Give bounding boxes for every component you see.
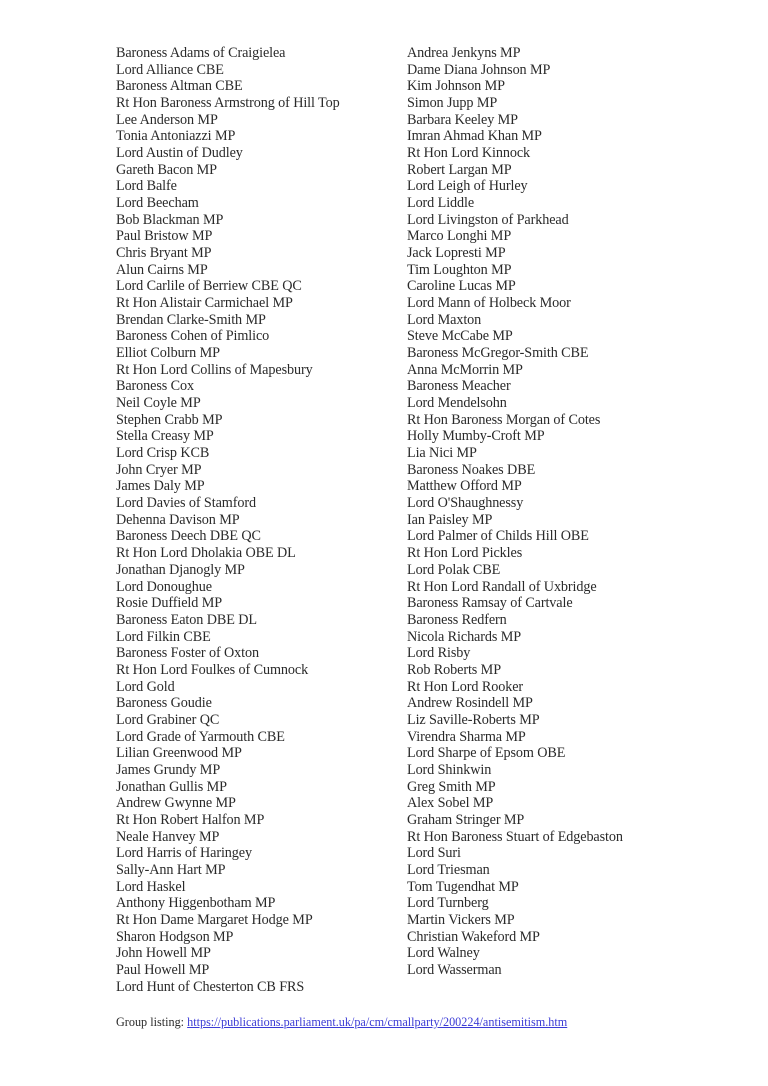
member-name: Alun Cairns MP xyxy=(116,261,208,278)
member-name: Rt Hon Lord Randall of Uxbridge xyxy=(407,578,597,595)
member-name: Greg Smith MP xyxy=(407,778,496,795)
member-name: Lord Livingston of Parkhead xyxy=(407,211,569,228)
member-name: Rt Hon Alistair Carmichael MP xyxy=(116,295,293,312)
member-name: Lord Gold xyxy=(116,678,175,695)
member-name: Alex Sobel MP xyxy=(407,795,494,812)
member-name: Rt Hon Dame Margaret Hodge MP xyxy=(116,911,313,928)
member-name: Lord Austin of Dudley xyxy=(116,145,243,162)
member-name: Lord Beecham xyxy=(116,195,199,212)
member-list-right-column xyxy=(407,45,623,979)
member-name: Anthony Higgenbotham MP xyxy=(116,895,276,912)
member-name: Lord Mendelsohn xyxy=(407,395,507,412)
member-name: Rt Hon Lord Foulkes of Cumnock xyxy=(116,661,309,678)
member-name: Chris Bryant MP xyxy=(116,245,212,262)
member-name: Robert Largan MP xyxy=(407,161,512,178)
member-name: Baroness McGregor-Smith CBE xyxy=(407,345,589,362)
member-name: Lord Leigh of Hurley xyxy=(407,178,528,195)
member-name: James Daly MP xyxy=(116,478,205,495)
member-name: Lilian Greenwood MP xyxy=(116,745,242,762)
member-name: Tonia Antoniazzi MP xyxy=(116,128,236,145)
member-name: Rt Hon Robert Halfon MP xyxy=(116,811,265,828)
member-name: Rt Hon Baroness Armstrong of Hill Top xyxy=(116,95,340,112)
member-name: Rt Hon Lord Pickles xyxy=(407,545,523,562)
member-name: Rt Hon Lord Kinnock xyxy=(407,145,531,162)
member-name: Baroness Redfern xyxy=(407,611,507,628)
member-name: Lord Grabiner QC xyxy=(116,711,220,728)
member-name: Baroness Noakes DBE xyxy=(407,461,536,478)
member-name: Liz Saville-Roberts MP xyxy=(407,711,540,728)
member-name: Sally-Ann Hart MP xyxy=(116,861,226,878)
member-name: Caroline Lucas MP xyxy=(407,278,516,295)
member-name: Baroness Eaton DBE DL xyxy=(116,611,257,628)
member-name: Paul Bristow MP xyxy=(116,228,213,245)
member-name: Jonathan Gullis MP xyxy=(116,778,227,795)
member-name: Lord Turnberg xyxy=(407,895,489,912)
member-name: Andrew Rosindell MP xyxy=(407,695,533,712)
member-name: Baroness Deech DBE QC xyxy=(116,528,261,545)
group-listing-label: Group listing: xyxy=(116,1015,188,1029)
group-listing-footer xyxy=(116,1014,567,1030)
member-name: Stephen Crabb MP xyxy=(116,411,223,428)
member-name: James Grundy MP xyxy=(116,761,221,778)
member-name: Baroness Altman CBE xyxy=(116,78,243,95)
member-name: Holly Mumby-Croft MP xyxy=(407,428,545,445)
member-name: Lord O'Shaughnessy xyxy=(407,495,524,512)
member-name: Imran Ahmad Khan MP xyxy=(407,128,542,145)
member-name: Rob Roberts MP xyxy=(407,661,501,678)
member-name: Rt Hon Baroness Morgan of Cotes xyxy=(407,411,601,428)
member-name: Steve McCabe MP xyxy=(407,328,513,345)
member-name: Neale Hanvey MP xyxy=(116,828,220,845)
member-name: Lord Hunt of Chesterton CB FRS xyxy=(116,978,305,995)
member-name: Baroness Cox xyxy=(116,378,195,395)
member-name: Baroness Cohen of Pimlico xyxy=(116,328,270,345)
member-name: Lord Balfe xyxy=(116,178,177,195)
member-name: Andrea Jenkyns MP xyxy=(407,45,521,61)
member-list-left-column xyxy=(116,45,340,995)
member-name: Lord Carlile of Berriew CBE QC xyxy=(116,278,302,295)
member-name: Marco Longhi MP xyxy=(407,228,512,245)
member-name: Rt Hon Lord Rooker xyxy=(407,678,524,695)
member-name: Tom Tugendhat MP xyxy=(407,878,519,895)
member-name: Lord Filkin CBE xyxy=(116,628,211,645)
member-name: Martin Vickers MP xyxy=(407,911,515,928)
member-name: Rt Hon Lord Dholakia OBE DL xyxy=(116,545,296,562)
member-name: Lord Palmer of Childs Hill OBE xyxy=(407,528,589,545)
member-name: Lord Walney xyxy=(407,945,480,962)
member-name: Dame Diana Johnson MP xyxy=(407,61,551,78)
member-name: Lord Grade of Yarmouth CBE xyxy=(116,728,285,745)
member-name: Kim Johnson MP xyxy=(407,78,505,95)
member-name: Lord Risby xyxy=(407,645,471,662)
member-name: Brendan Clarke-Smith MP xyxy=(116,311,266,328)
member-name: Jack Lopresti MP xyxy=(407,245,506,262)
member-name: Nicola Richards MP xyxy=(407,628,522,645)
member-name: Rt Hon Lord Collins of Mapesbury xyxy=(116,361,313,378)
member-name: Barbara Keeley MP xyxy=(407,111,518,128)
member-name: Graham Stringer MP xyxy=(407,811,525,828)
member-name: Dehenna Davison MP xyxy=(116,511,240,528)
member-name: Christian Wakeford MP xyxy=(407,928,540,945)
member-name: Lord Davies of Stamford xyxy=(116,495,256,512)
member-name: Baroness Meacher xyxy=(407,378,511,395)
member-name: John Cryer MP xyxy=(116,461,202,478)
member-name: Lord Wasserman xyxy=(407,961,502,978)
member-name: Tim Loughton MP xyxy=(407,261,512,278)
member-name: Lord Mann of Holbeck Moor xyxy=(407,295,571,312)
member-name: Baroness Adams of Craigielea xyxy=(116,45,286,61)
member-name: Lord Haskel xyxy=(116,878,186,895)
member-name: Lord Harris of Haringey xyxy=(116,845,252,862)
member-name: Anna McMorrin MP xyxy=(407,361,523,378)
member-name: Rt Hon Baroness Stuart of Edgebaston xyxy=(407,828,623,845)
member-name: Lord Liddle xyxy=(407,195,475,212)
member-name: Lord Triesman xyxy=(407,861,490,878)
member-name: Paul Howell MP xyxy=(116,961,210,978)
member-name: Baroness Goudie xyxy=(116,695,212,712)
member-name: Simon Jupp MP xyxy=(407,95,498,112)
member-name: Sharon Hodgson MP xyxy=(116,928,234,945)
member-name: Stella Creasy MP xyxy=(116,428,214,445)
member-name: Neil Coyle MP xyxy=(116,395,201,412)
member-name: Lord Polak CBE xyxy=(407,561,501,578)
member-name: Gareth Bacon MP xyxy=(116,161,217,178)
member-name: Baroness Foster of Oxton xyxy=(116,645,260,662)
member-name: Lord Sharpe of Epsom OBE xyxy=(407,745,566,762)
member-name: Lord Shinkwin xyxy=(407,761,492,778)
member-name: John Howell MP xyxy=(116,945,211,962)
member-name: Bob Blackman MP xyxy=(116,211,224,228)
member-name: Andrew Gwynne MP xyxy=(116,795,236,812)
group-listing-link[interactable]: https://publications.parliament.uk/pa/cm/cmallparty/200224/antisemitism.htm xyxy=(187,1015,568,1029)
member-name: Baroness Ramsay of Cartvale xyxy=(407,595,573,612)
member-name: Lee Anderson MP xyxy=(116,111,218,128)
member-name: Ian Paisley MP xyxy=(407,511,493,528)
member-name: Lord Donoughue xyxy=(116,578,212,595)
member-name: Elliot Colburn MP xyxy=(116,345,220,362)
member-name: Lia Nici MP xyxy=(407,445,477,462)
member-name: Lord Suri xyxy=(407,845,461,862)
member-name: Jonathan Djanogly MP xyxy=(116,561,245,578)
member-name: Matthew Offord MP xyxy=(407,478,522,495)
member-name: Virendra Sharma MP xyxy=(407,728,526,745)
member-name: Lord Maxton xyxy=(407,311,482,328)
member-name: Lord Alliance CBE xyxy=(116,61,224,78)
member-name: Lord Crisp KCB xyxy=(116,445,210,462)
member-name: Rosie Duffield MP xyxy=(116,595,223,612)
